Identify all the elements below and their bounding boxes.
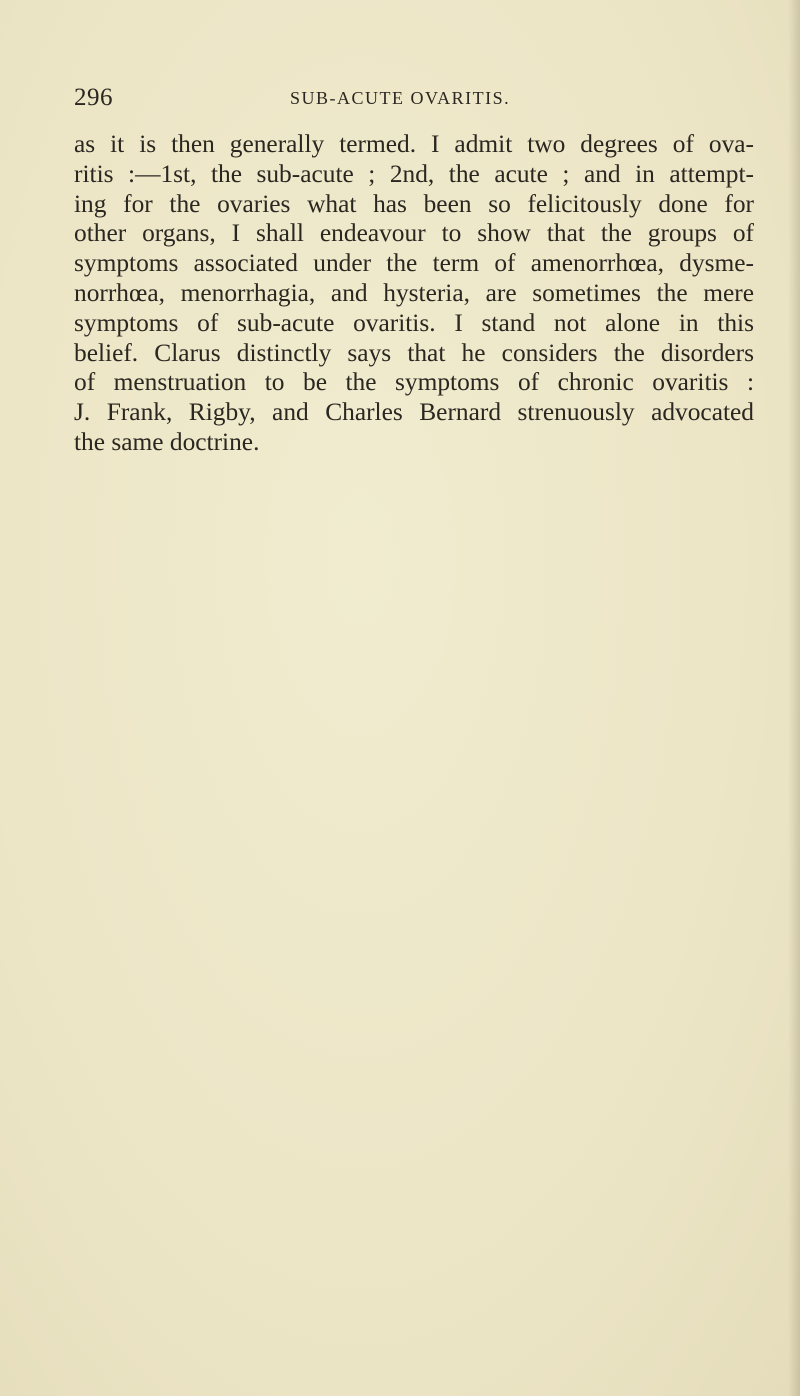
page-edge-shadow (788, 0, 800, 1396)
text-line-6: norrhœa, menorrhagia, and hysteria, are sometimes the mere (74, 278, 754, 307)
text-line-1: as it is then generally termed. I admit two degrees of ova- (74, 130, 754, 158)
body-paragraph (74, 130, 754, 458)
running-head (74, 84, 734, 114)
text-line-7: symptoms of sub-acute ovaritis. I stand not alone in this (74, 308, 754, 337)
text-line-3: ing for the ovaries what has been so felicitously done for (74, 189, 754, 218)
text-line-10: J. Frank, Rigby, and Charles Bernard strenuously advocated (74, 398, 754, 427)
page-number: 296 (74, 84, 113, 111)
running-title: SUB-ACUTE OVARITIS. (290, 88, 511, 108)
text-line-8: belief. Clarus distinctly says that he considers the disorders (74, 338, 754, 367)
text-line-5: symptoms associated under the term of amenorrhœa, dysme- (74, 249, 754, 278)
text-line-4: other organs, I shall endeavour to show that the groups of (74, 219, 754, 248)
text-line-9: of menstruation to be the symptoms of chronic ovaritis : (74, 368, 754, 397)
text-line-11: the same doctrine. (74, 427, 260, 456)
text-line-2: ritis :—1st, the sub-acute ; 2nd, the acute ; and in attempt- (74, 159, 754, 188)
